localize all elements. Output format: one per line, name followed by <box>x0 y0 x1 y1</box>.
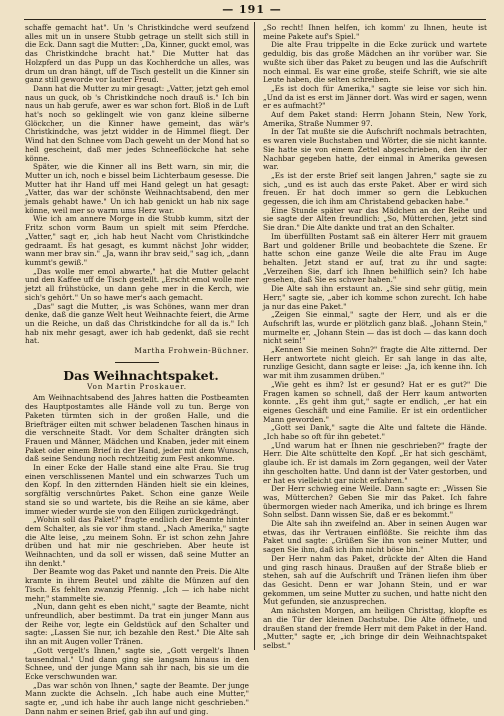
article-paragraph: „Nun, dann geht es eben nicht," sagte der Beamte, nicht unfreundlich, aber bestimmt. Da trat ein junger Mann aus der Reihe vor, legte ein Geldstück auf den Schalter und sagte: „Lassen Sie nur, ich bezahle den Rest." Die Alte sah ihn an mit Augen voller Tränen. <box>25 602 249 647</box>
story-paragraph: „Das" sagt die Mutter, „is was Schönes, wann mer dran denke, daß die ganze Welt heut Weihnachte feiert, die Arme un die Reiche, un daß das Christkindche for all da is." Ich hab nix mehr gesagt, awer ich hab gedenkt, daß sie recht hat. <box>25 301 249 346</box>
page-number: — 191 — <box>222 3 282 16</box>
article-paragraph: „Wohin soll das Paket?" fragte endlich der Beamte hinter dem Schalter, als sie vor ihm stand. „Nach Amerika," sagte die Alte leise, „zu meinem Sohn. Er ist schon zehn Jahre drüben und hat mir nie geschrieben. Aber heute ist Weihnachten, und da soll er wissen, daß seine Mutter an ihn denkt." <box>25 515 249 568</box>
article-paragraph: Am nächsten Morgen, am heiligen Christtag, klopfte es an die Tür der kleinen Dachstube. Die Alte öffnete, und draußen stand der fremde Herr mit dem Paket in der Hand. „Mutter," sagte er, „ich bringe dir dein Weihnachtspaket selbst." <box>263 606 487 650</box>
story-paragraph: Wie ich am annere Morge in die Stubb kumm, sitzt der Fritz schon vorm Baum un spielt mit seim Pferdche. „Vatter," sagt er, „ich hab heut Nacht vom Christkindche gedraamt. Es hat gesagt, es kummt nächst Johr widder, wann mer brav sin." „Ja, wann ihr brav seid," sag ich, „dann kummt's gewiß." <box>25 214 249 267</box>
article-paragraph: „Gott sei Dank," sagte die Alte und faltete die Hände. „Ich habe so oft für ihn gebetet." <box>263 423 487 442</box>
article-paragraph: „Es ist doch für Amerika," sagte sie leise vor sich hin. „Und da ist es erst im Jänner dort. Was wird er sagen, wenn er es aufmacht?" <box>263 83 487 111</box>
article-paragraph: „Das war schön von Ihnen," sagte der Beamte. Der junge Mann zuckte die Achseln. „Ich habe auch eine Mutter," sagte er, „und ich habe ihr auch lange nicht geschrieben." Dann nahm er seinen Brief, gab ihn auf und ging. <box>25 680 249 716</box>
article-paragraph: „Zeigen Sie einmal," sagte der Herr, und als er die Aufschrift las, wurde er plötzlich ganz blaß. „Johann Stein," murmelte er, „Johann Stein — das ist doch — das kann doch nicht sein!" <box>263 310 487 346</box>
article-paragraph: „Gott vergelt's Ihnen," sagte sie, „Gott vergelt's Ihnen tausendmal." Und dann ging sie langsam hinaus in den Schnee, und der junge Mann sah ihr nach, bis sie um die Ecke verschwunden war. <box>25 645 249 681</box>
story-paragraph: „Das wolle mer emol abwarte," hat die Mutter gelacht und den Kaffee uff de Tisch gestellt. „Erscht emol wolle mer jetzt all frühstücke, un dann gehe mer in die Kerch, wie sich's gehört." Un so hawe mer's aach gemacht. <box>25 266 249 302</box>
article-paragraph: Der Beamte wog das Paket und nannte den Preis. Die Alte kramte in ihrem Beutel und zählte die Münzen auf den Tisch. Es fehlten zwanzig Pfennig. „Ich — ich habe nicht mehr," stammelte sie. <box>25 567 249 603</box>
article-paragraph: „So recht! Ihnen helfen, ich komm' zu Ihnen, heute ist meine Pakete auf's Spiel." <box>263 23 487 41</box>
article-paragraph: Eine Stunde später war das Mädchen an der Reihe und sie sagte der Alten freundlich: „So, Mütterchen, jetzt sind Sie dran." Die Alte dankte und trat an den Schalter. <box>263 205 487 233</box>
article-paragraph: Auf dem Paket stand: Herrn Johann Stein, New York, Amerika, Straße Nummer 97. <box>263 110 487 128</box>
article-paragraph: Am Weihnachtsabend des Jahres hatten die Postbeamten des Hauptpostamtes alle Hände voll zu tun. Berge von Paketen türmten sich in der großen Halle, und die Briefträger eilten mit schwer beladenen Taschen hinaus in die verschneite Stadt. Vor dem Schalter drängten sich Frauen und Männer, Mädchen und Knaben, jeder mit einem Paket oder einem Brief in der Hand, jeder mit dem Wunsch, daß seine Sendung noch rechtzeitig zum Fest ankomme. <box>25 393 249 464</box>
author-signature: Martha Frohwein-Büchner. <box>134 346 249 356</box>
article-paragraph: Die alte Frau trippelte in die Ecke zurück und wartete geduldig, bis das große Mädchen an ihr vorüber war. Sie wußte sich über das Paket zu beugen und las die Aufschrift noch einmal. Es war eine große, steife Schrift, wie sie alte Leute haben, die selten schreiben. <box>263 40 487 85</box>
story-paragraph: Später, wie die Kinner all ins Bett warn, sin mir, die Mutter un ich, noch e bissel beim Lichterbaum gesesse. Die Mutter hat ihr Hand uff mei Hand gelegt un hat gesagt: „Vatter, das war der schönste Weihnachtsabend, den mer jemals gehabt hawe." Un ich hab genickt un hab nix sage könne, weil mer so warm ums Herz war. <box>25 162 249 215</box>
article-byline: Von Martin Proskauer. <box>87 381 187 391</box>
article-paragraph: „Es ist der erste Brief seit langen Jahren," sagte sie zu sich, „und es ist auch das erste Paket. Aber er wird sich freuen. Er hat doch immer so gern die Lebkuchen gegessen, die ich ihm am Christabend gebacken habe." <box>263 170 487 207</box>
article-title: Das Weihnachtspaket. <box>63 367 219 383</box>
article-weihnachtspaket <box>25 369 249 716</box>
article-paragraph: Im überfüllten Postamt saß ein älterer Herr mit grauem Bart und goldener Brille und beobachtete die Szene. Er hatte schon eine ganze Weile die alte Frau im Auge behalten. Jetzt stand er auf, trat zu ihr und sagte: „Verzeihen Sie, darf ich Ihnen behilflich sein? Ich habe gesehen, daß Sie es schwer haben." <box>263 231 487 285</box>
article-paragraph: „Kennen Sie meinen Sohn?" fragte die Alte zitternd. Der Herr antwortete nicht gleich. Er sah lange in das alte, runzlige Gesicht, dann sagte er leise: „Ja, ich kenne ihn. Ich war mit ihm zusammen drüben." <box>263 345 487 381</box>
article-paragraph: Der Herr schwieg eine Weile. Dann sagte er: „Wissen Sie was, Mütterchen? Geben Sie mir das Paket. Ich fahre übermorgen wieder nach Amerika, und ich bringe es Ihrem Sohn selbst. Dann wissen Sie, daß er es bekommt." <box>263 484 487 520</box>
article-paragraph: „Und warum hat er Ihnen nie geschrieben?" fragte der Herr. Die Alte schüttelte den Kopf. „Er hat sich geschämt, glaube ich. Er ist damals im Zorn gegangen, weil der Vater ihn gescholten hatte. Und dann ist der Vater gestorben, und er hat es vielleicht gar nicht erfahren." <box>263 440 487 485</box>
right-column <box>263 24 487 648</box>
story-paragraph: schaffe gemacht hat". Un 's Christkindche werd seufzend alles mit un in unsere Stubb getrage un stellt sich still in die Eck. Dann sagt die Mutter: „Da, Kinner, guckt emol, was das Christkindche bracht hat." Die Mutter hat das Holzpferd un das Pupp un das Kochherdche un alles, was drum un dran hängt, uff de Tisch gestellt un die Kinner sin ganz still geworde vor lauter Freud. <box>25 23 249 85</box>
article-paragraph: In der Tat mußte sie die Aufschrift nochmals betrachten, es waren viele Buchstaben und Wörter, die sie nicht kannte. Sie hatte sie von einem Zettel abgeschrieben, den ihr der Nachbar gegeben hatte, der einmal in Amerika gewesen war. <box>263 127 487 172</box>
article-paragraph: Der Herr nahm das Paket, drückte der Alten die Hand und ging rasch hinaus. Draußen auf der Straße blieb er stehen, sah auf die Aufschrift und Tränen liefen ihm über das Gesicht. Denn er war Johann Stein, und er war gekommen, um seine Mutter zu suchen, und hatte nicht den Mut gefunden, sie anzusprechen. <box>263 553 487 607</box>
article-paragraph: Die Alte sah ihn erstaunt an. „Sie sind sehr gütig, mein Herr," sagte sie, „aber ich komme schon zurecht. Ich habe ja nur das eine Paket." <box>263 284 487 311</box>
column-separator <box>254 22 255 650</box>
section-divider <box>115 362 159 363</box>
article-paragraph: Die Alte sah ihn zweifelnd an. Aber in seinen Augen war etwas, das ihr Vertrauen einflößte. Sie reichte ihm das Paket und sagte: „Grüßen Sie ihn von seiner Mutter, und sagen Sie ihm, daß ich ihm nicht böse bin." <box>263 519 487 555</box>
article-paragraph: In einer Ecke der Halle stand eine alte Frau. Sie trug einen verschlissenen Mantel und ein schwarzes Tuch um den Kopf. In den zitternden Händen hielt sie ein kleines, sorgfältig verschnürtes Paket. Schon eine ganze Weile stand sie so und wartete, bis die Reihe an sie käme, aber immer wieder wurde sie von den Eiligen zurückgedrängt. <box>25 463 249 516</box>
article-paragraph: „Wie geht es ihm? Ist er gesund? Hat er es gut?" Die Fragen kamen so schnell, daß der Herr kaum antworten konnte. „Es geht ihm gut," sagte er endlich, „er hat ein eigenes Geschäft und eine Familie. Er ist ein ordentlicher Mann geworden." <box>263 379 487 424</box>
header-rule <box>24 19 486 20</box>
story-continuation <box>25 24 249 356</box>
story-paragraph: Dann hat die Mutter zu mir gesagt: „Vatter, jetzt geh emol naus un guck, ob 's Christkindche noch drauß is." Ich bin naus un hab gerufe, awer es war schon fort. Bloß in de Luft hat's noch so geklingelt wie von ganz kleine silberne Glöckcher, un die Kinner hawe gemeint, das wär's Christkindche, was jetzt widder in de Himmel fliegt. Der Wind hat den Schnee vom Dach geweht un der Mond hat so hell gescheint, daß mer jedes Schneeflöckche hat sehe könne. <box>25 83 249 163</box>
left-column <box>25 23 249 716</box>
